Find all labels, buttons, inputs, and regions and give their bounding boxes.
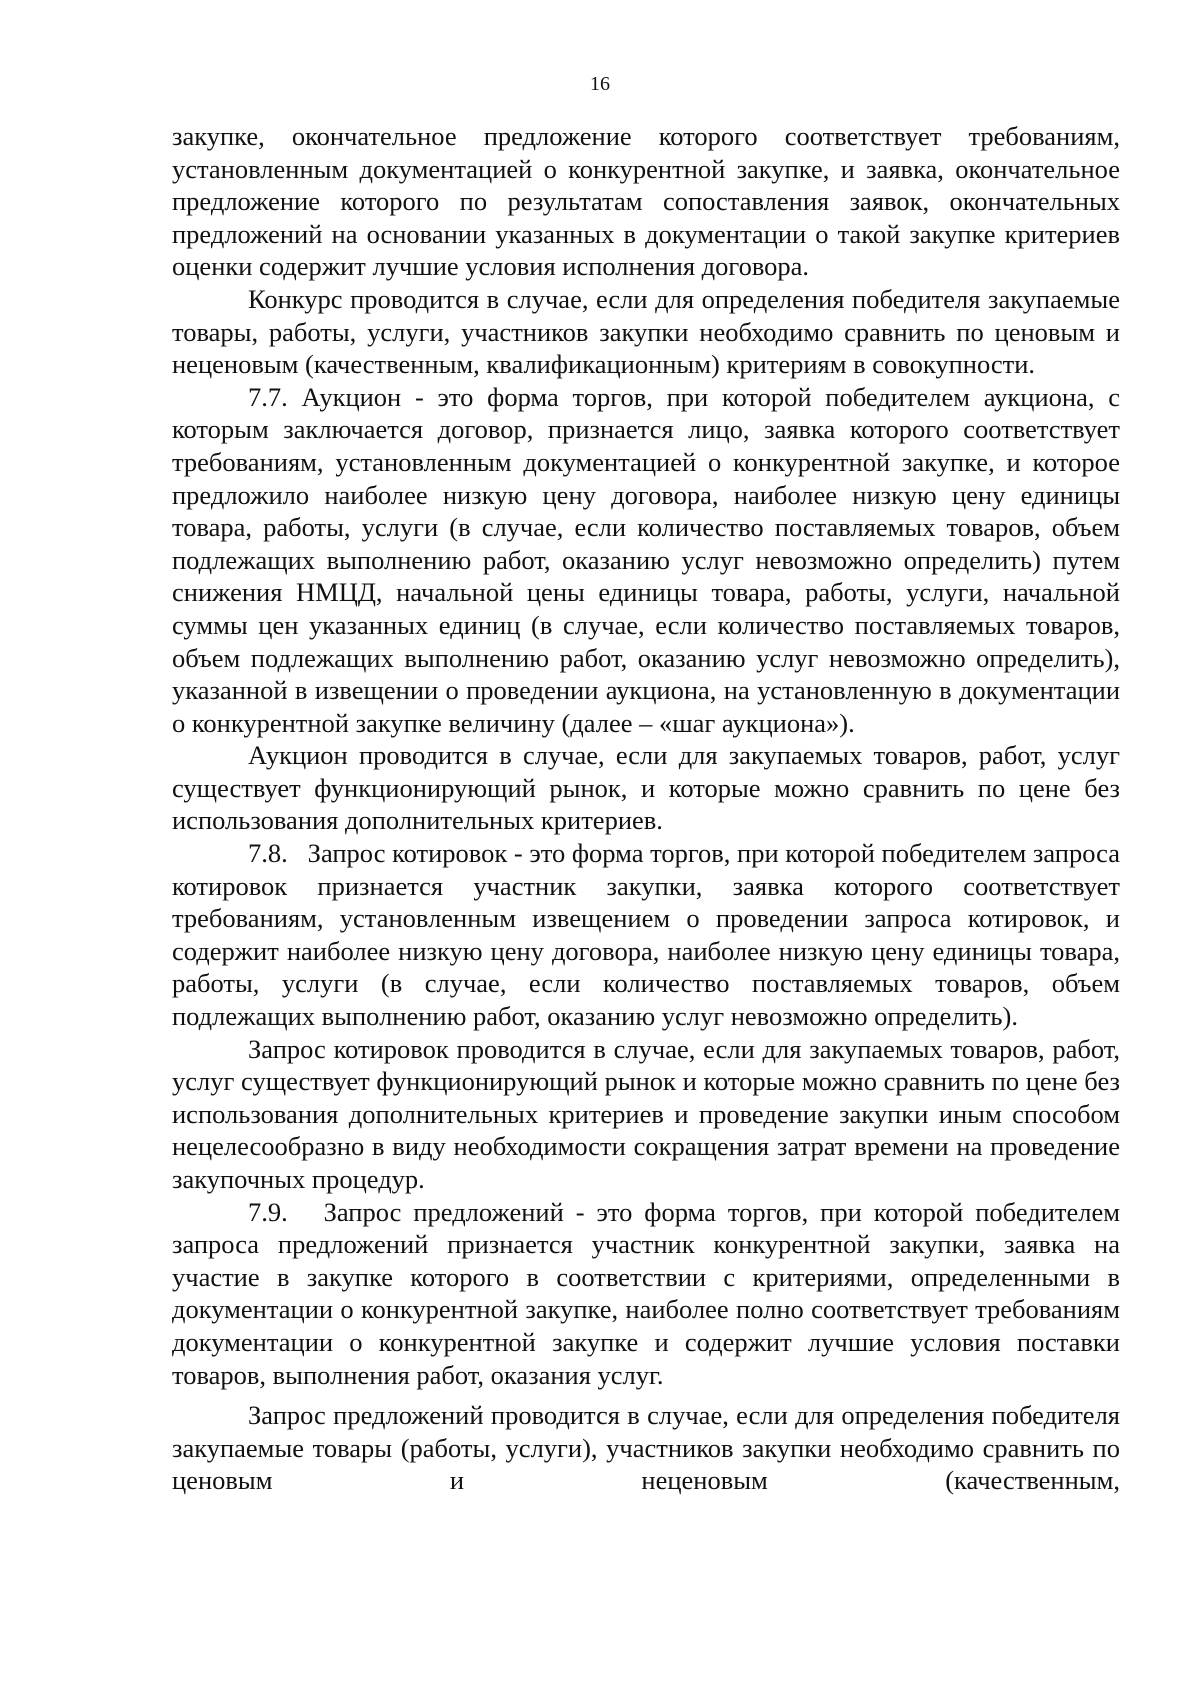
paragraph-konkurs-usage: Конкурс проводится в случае, если для определения победителя закупаемые товары, работы, услуги, участников закупки необходимо сравнить по ценовым и неценовым (качественным, квалификационным) критериям в совокупности. — [172, 283, 1120, 380]
paragraph-7-7-auction: 7.7. Аукцион - это форма торгов, при которой победителем аукциона, с которым заключается договор, признается лицо, заявка которого соответствует требованиям, установленным документацией о конкурентной закупке, и которое предложило наиболее низкую цену договора, наиболее низкую цену единицы товара, работы, услуги (в случае, если количество поставляемых товаров, объем подлежащих выполнению работ, оказанию услуг невозможно определить) путем снижения НМЦД, начальной цены единицы товара, работы, услуги, начальной суммы цен указанных единиц (в случае, если количество поставляемых товаров, объем подлежащих выполнению работ, оказанию услуг невозможно определить), указанной в извещении о проведении аукциона, на установленную в документации о конкурентной закупке величину (далее – «шаг аукциона»). — [172, 381, 1120, 738]
paragraph-proposal-usage: Запрос предложений проводится в случае, если для определения победителя закупаемые товары (работы, услуги), участников закупки необходимо сравнить по ценовым и неценовым (качественным, — [172, 1400, 1120, 1496]
paragraph-quotation-usage: Запрос котировок проводится в случае, если для закупаемых товаров, работ, услуг существует функционирующий рынок и которые можно сравнить по цене без использования дополнительных критериев и проведение закупки иным способом нецелесообразно в виду необходимости сокращения затрат времени на проведение закупочных процедур. — [172, 1033, 1120, 1194]
paragraph-7-9-proposal-request: 7.9. Запрос предложений - это форма торгов, при которой победителем запроса предложений признается участник конкурентной закупки, заявка на участие в закупке которого в соответствии с критериями, определенными в документации о конкурентной закупке, наиболее полно соответствует требованиям документации о конкурентной закупке и содержит лучшие условия поставки товаров, выполнения работ, оказания услуг. — [172, 1196, 1127, 1390]
paragraph-auction-usage: Аукцион проводится в случае, если для закупаемых товаров, работ, услуг существует функционирующий рынок, и которые можно сравнить по цене без использования дополнительных критериев. — [172, 740, 1120, 836]
page-number: 16 — [590, 73, 610, 95]
paragraph-continuation: закупке, окончательное предложение которого соответствует требованиям, установленным документацией о конкурентной закупке, и заявка, окончательное предложение которого по результатам сопоставления заявок, окончательных предложений на основании указанных в документации о такой закупке критериев оценки содержит лучшие условия исполнения договора. — [172, 121, 1120, 282]
paragraph-7-8-quotation-request: 7.8. Запрос котировок - это форма торгов, при которой победителем запроса котировок признается участник закупки, заявка которого соответствует требованиям, установленным извещением о проведении запроса котировок, и содержит наиболее низкую цену договора, наиболее низкую цену единицы товара, работы, услуги (в случае, если количество поставляемых товаров, объем подлежащих выполнению работ, оказанию услуг невозможно определить). — [172, 838, 1127, 1032]
document-body — [172, 120, 1127, 1497]
